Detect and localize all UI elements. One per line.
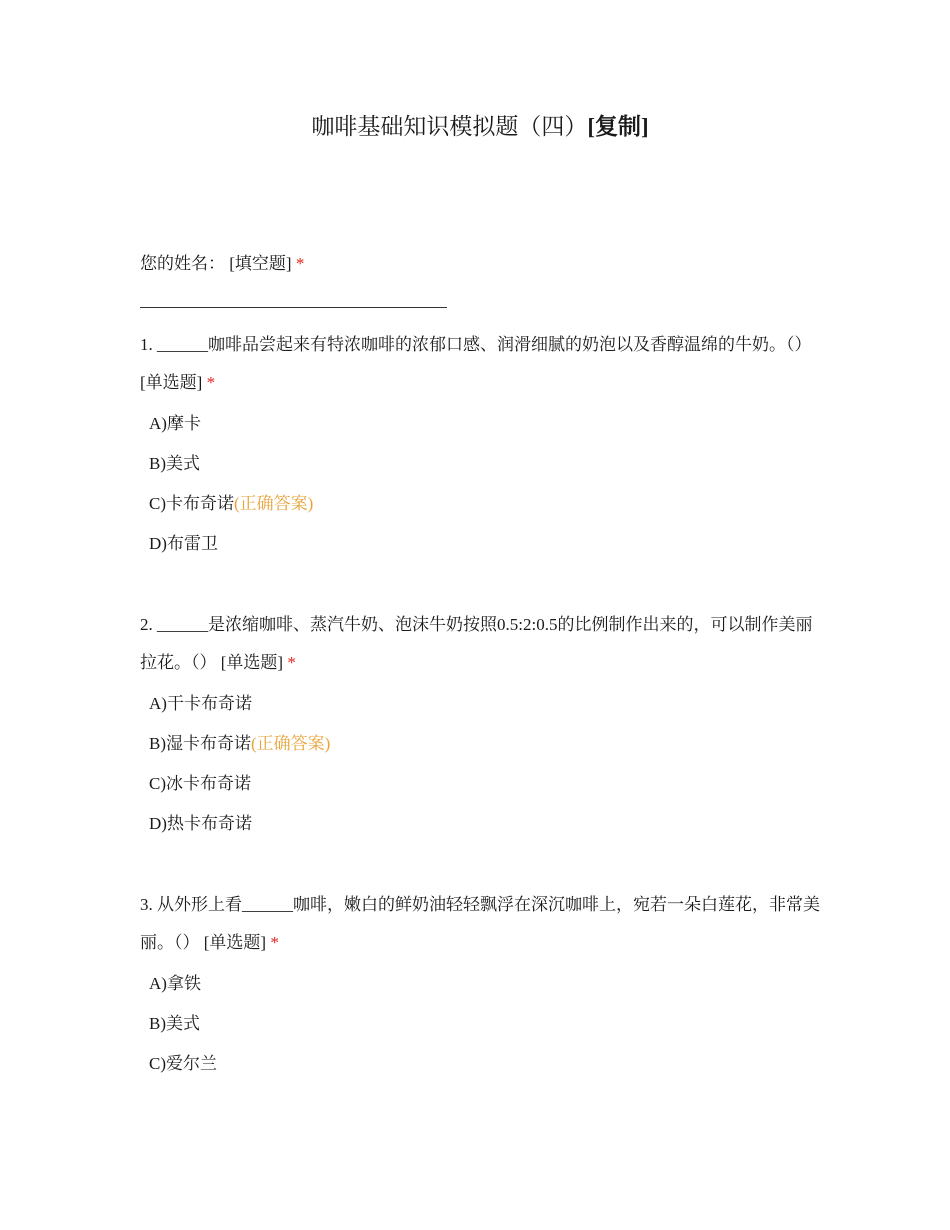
question-stem-text: 1. ______咖啡品尝起来有特浓咖啡的浓郁口感、润滑细腻的奶泡以及香醇温绵的牛奶。（） — [140, 335, 812, 354]
title-text: 咖啡基础知识模拟题（四） — [311, 114, 588, 139]
name-input-line[interactable] — [140, 307, 447, 308]
option-a[interactable] — [149, 964, 820, 1004]
option-label: D)布雷卫 — [149, 534, 218, 553]
option-d[interactable] — [149, 524, 820, 564]
option-c[interactable] — [149, 1044, 820, 1084]
question-stem-text: 2. ______是浓缩咖啡、蒸汽牛奶、泡沫牛奶按照0.5:2:0.5的比例制作出来的，可以制作美丽拉花。（） — [140, 615, 813, 672]
option-label: A)干卡布奇诺 — [149, 694, 252, 713]
option-label: C)爱尔兰 — [149, 1054, 217, 1073]
name-question — [140, 251, 304, 277]
option-list — [140, 404, 820, 564]
option-b[interactable] — [149, 724, 820, 764]
question-2 — [140, 606, 820, 844]
question-stem — [140, 606, 820, 682]
question-type: [填空题] — [229, 254, 292, 273]
question-type: [单选题] — [203, 933, 267, 952]
option-c[interactable] — [149, 484, 820, 524]
option-label: C)冰卡布奇诺 — [149, 774, 251, 793]
required-mark: * — [295, 254, 305, 273]
option-c[interactable] — [149, 764, 820, 804]
name-question-label: 您的姓名： — [140, 254, 225, 273]
question-stem — [140, 886, 820, 962]
required-mark: * — [206, 373, 216, 392]
question-3 — [140, 886, 820, 1084]
option-b[interactable] — [149, 1004, 820, 1044]
option-list — [140, 964, 820, 1084]
required-mark: * — [287, 653, 296, 672]
option-d[interactable] — [149, 804, 820, 844]
required-mark: * — [270, 933, 279, 952]
question-type: [单选题] — [140, 373, 203, 392]
question-type: [单选题] — [220, 653, 284, 672]
question-1 — [140, 326, 820, 564]
option-list — [140, 684, 820, 844]
option-label: A)摩卡 — [149, 414, 201, 433]
option-a[interactable] — [149, 684, 820, 724]
option-label: A)拿铁 — [149, 974, 201, 993]
question-stem — [140, 326, 820, 402]
option-label: D)热卡布奇诺 — [149, 814, 252, 833]
option-label: B)美式 — [149, 1014, 200, 1033]
option-a[interactable] — [149, 404, 820, 444]
correct-answer-note: (正确答案) — [234, 494, 314, 513]
option-label: B)湿卡布奇诺 — [149, 734, 251, 753]
option-label: C)卡布奇诺 — [149, 494, 234, 513]
question-stem-text: 3. 从外形上看______咖啡，嫩白的鲜奶油轻轻飘浮在深沉咖啡上，宛若一朵白莲花，非常美丽。（） — [140, 895, 820, 952]
option-label: B)美式 — [149, 454, 200, 473]
page-title — [140, 112, 820, 142]
option-b[interactable] — [149, 444, 820, 484]
correct-answer-note: (正确答案) — [251, 734, 331, 753]
title-copy-tag: [复制] — [587, 114, 649, 139]
